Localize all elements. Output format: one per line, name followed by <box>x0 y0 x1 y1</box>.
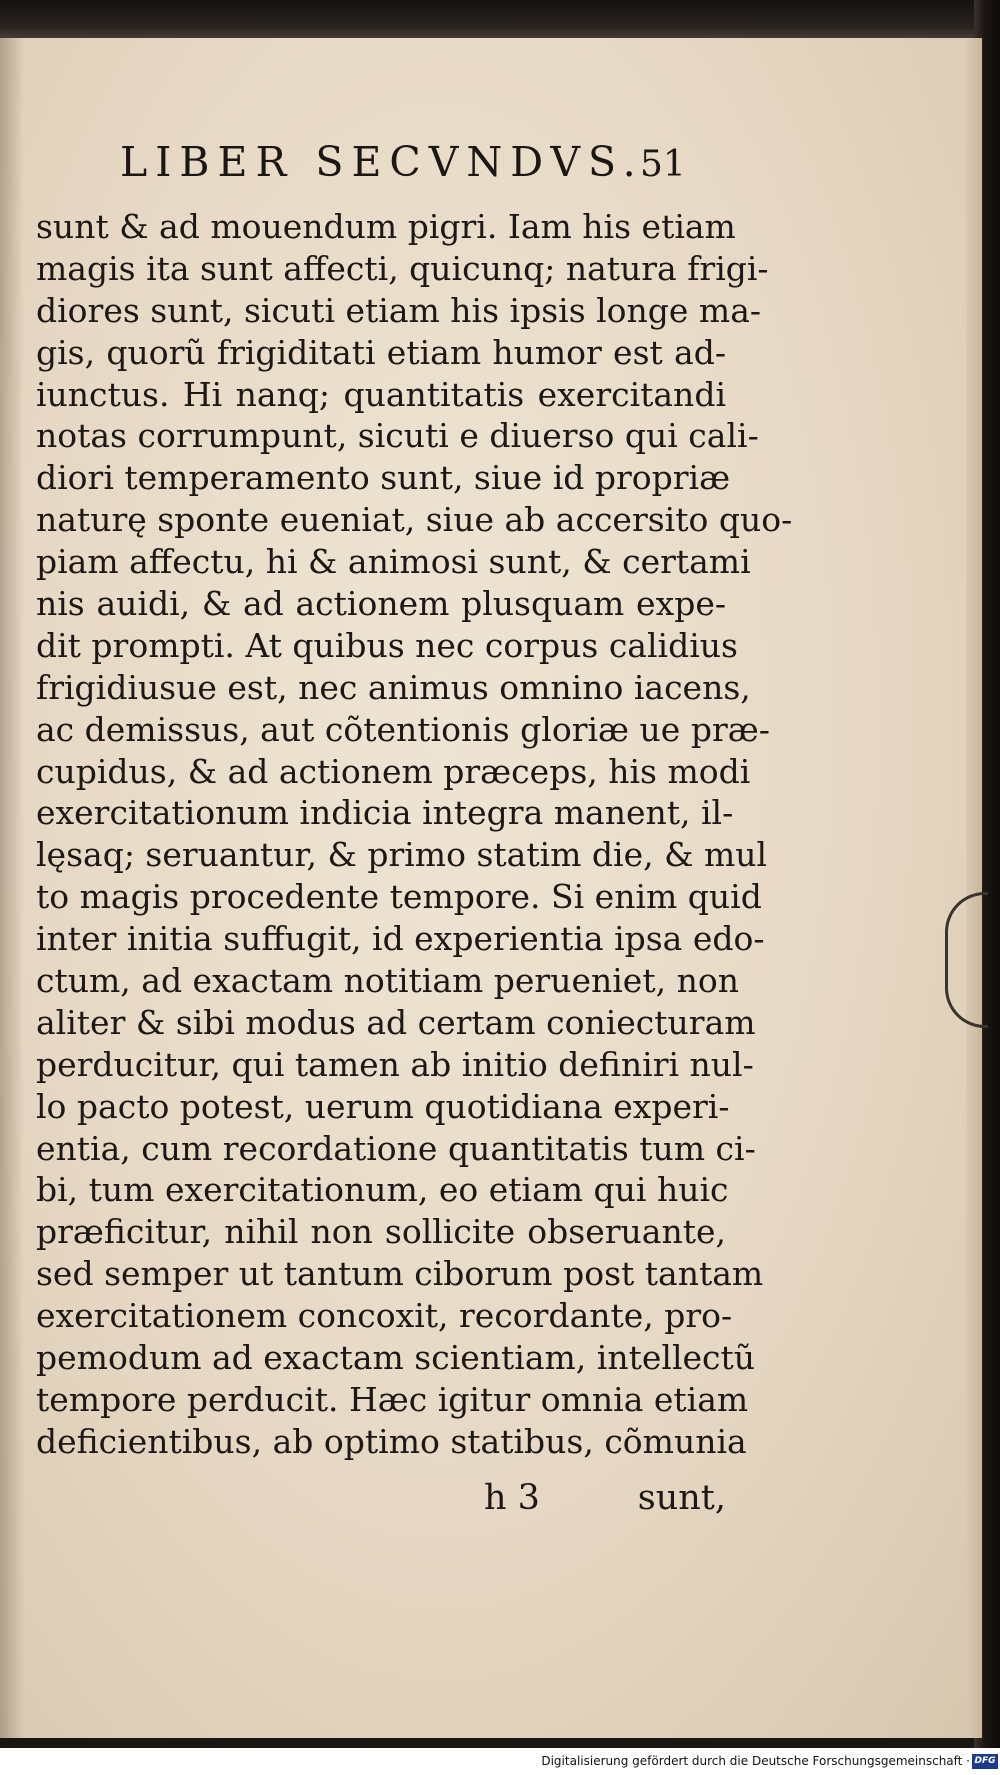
text-line: præficitur, nihil non sollicite obseruante, <box>36 1212 726 1252</box>
text-line: diori temperamento sunt, siue id propriæ <box>36 458 731 498</box>
text-line: to magis procedente tempore. Si enim quid <box>36 877 762 917</box>
page-foot <box>36 1478 726 1528</box>
text-line: iunctus. Hi nanq; quantitatis exercitandi <box>36 374 726 414</box>
text-line: tempore perducit. Hæc igitur omnia etiam <box>36 1379 749 1419</box>
text-line: sunt & ad mouendum pigri. Iam his etiam <box>36 207 736 246</box>
text-line: naturę sponte eueniat, siue ab accersito quo- <box>36 500 793 540</box>
signature-mark: h 3 <box>484 1478 540 1518</box>
text-line: ctum, ad exactam notitiam perueniet, non <box>36 961 739 1001</box>
text-line: aliter & sibi modus ad certam coniecturam <box>36 1002 756 1042</box>
page-edge <box>966 38 982 1738</box>
digitization-footer <box>0 1748 1000 1775</box>
text-line: deficientibus, ab optimo statibus, cõmunia <box>36 1421 747 1461</box>
text-line: diores sunt, sicuti etiam his ipsis longe ma- <box>36 290 762 330</box>
text-line: lo pacto potest, uerum quotidiana experi- <box>36 1086 730 1126</box>
text-line: piam affectu, hi & animosi sunt, & certami <box>36 542 751 582</box>
page-header <box>120 138 740 198</box>
page-tab-mark <box>945 892 988 1028</box>
catchword: sunt, <box>637 1478 726 1518</box>
folio-number: 51 <box>640 144 686 185</box>
text-line: exercitationum indicia integra manent, il- <box>36 793 734 833</box>
text-line: notas corrumpunt, sicuti e diuerso qui cali- <box>36 416 759 456</box>
text-line: bi, tum exercitationum, eo etiam qui huic <box>36 1170 729 1210</box>
text-line: cupidus, & ad actionem præceps, his modi <box>36 751 751 791</box>
dfg-logo: DFG <box>972 1754 998 1769</box>
text-line: frigidiusue est, nec animus omnino iacens, <box>36 667 751 707</box>
text-line: magis ita sunt affecti, quicunq; natura frigi- <box>36 248 769 288</box>
text-line: ac demissus, aut cõtentionis gloriæ ue præ- <box>36 709 770 749</box>
text-line: dit prompti. At quibus nec corpus calidius <box>36 625 738 665</box>
text-line: exercitationem concoxit, recordante, pro- <box>36 1296 733 1336</box>
funding-credit: Digitalisierung gefördert durch die Deutsche Forschungsgemeinschaft · <box>541 1754 970 1768</box>
text-line: sed semper ut tantum ciborum post tantam <box>36 1254 764 1294</box>
book-page <box>0 38 982 1738</box>
running-head: LIBER SECVNDVS. <box>120 138 644 186</box>
text-line: lęsaq; seruantur, & primo statim die, & mul <box>36 835 768 875</box>
text-block <box>36 206 793 1463</box>
text-line: entia, cum recordatione quantitatis tum ci- <box>36 1128 756 1168</box>
text-line: inter initia suffugit, id experientia ipsa edo- <box>36 919 765 959</box>
text-line: pemodum ad exactam scientiam, intellectũ <box>36 1338 756 1378</box>
text-line: nis auidi, & ad actionem plusquam expe- <box>36 584 726 624</box>
text-line: gis, quorũ frigiditati etiam humor est ad- <box>36 332 726 372</box>
text-line: perducitur, qui tamen ab initio definiri nul- <box>36 1044 754 1084</box>
